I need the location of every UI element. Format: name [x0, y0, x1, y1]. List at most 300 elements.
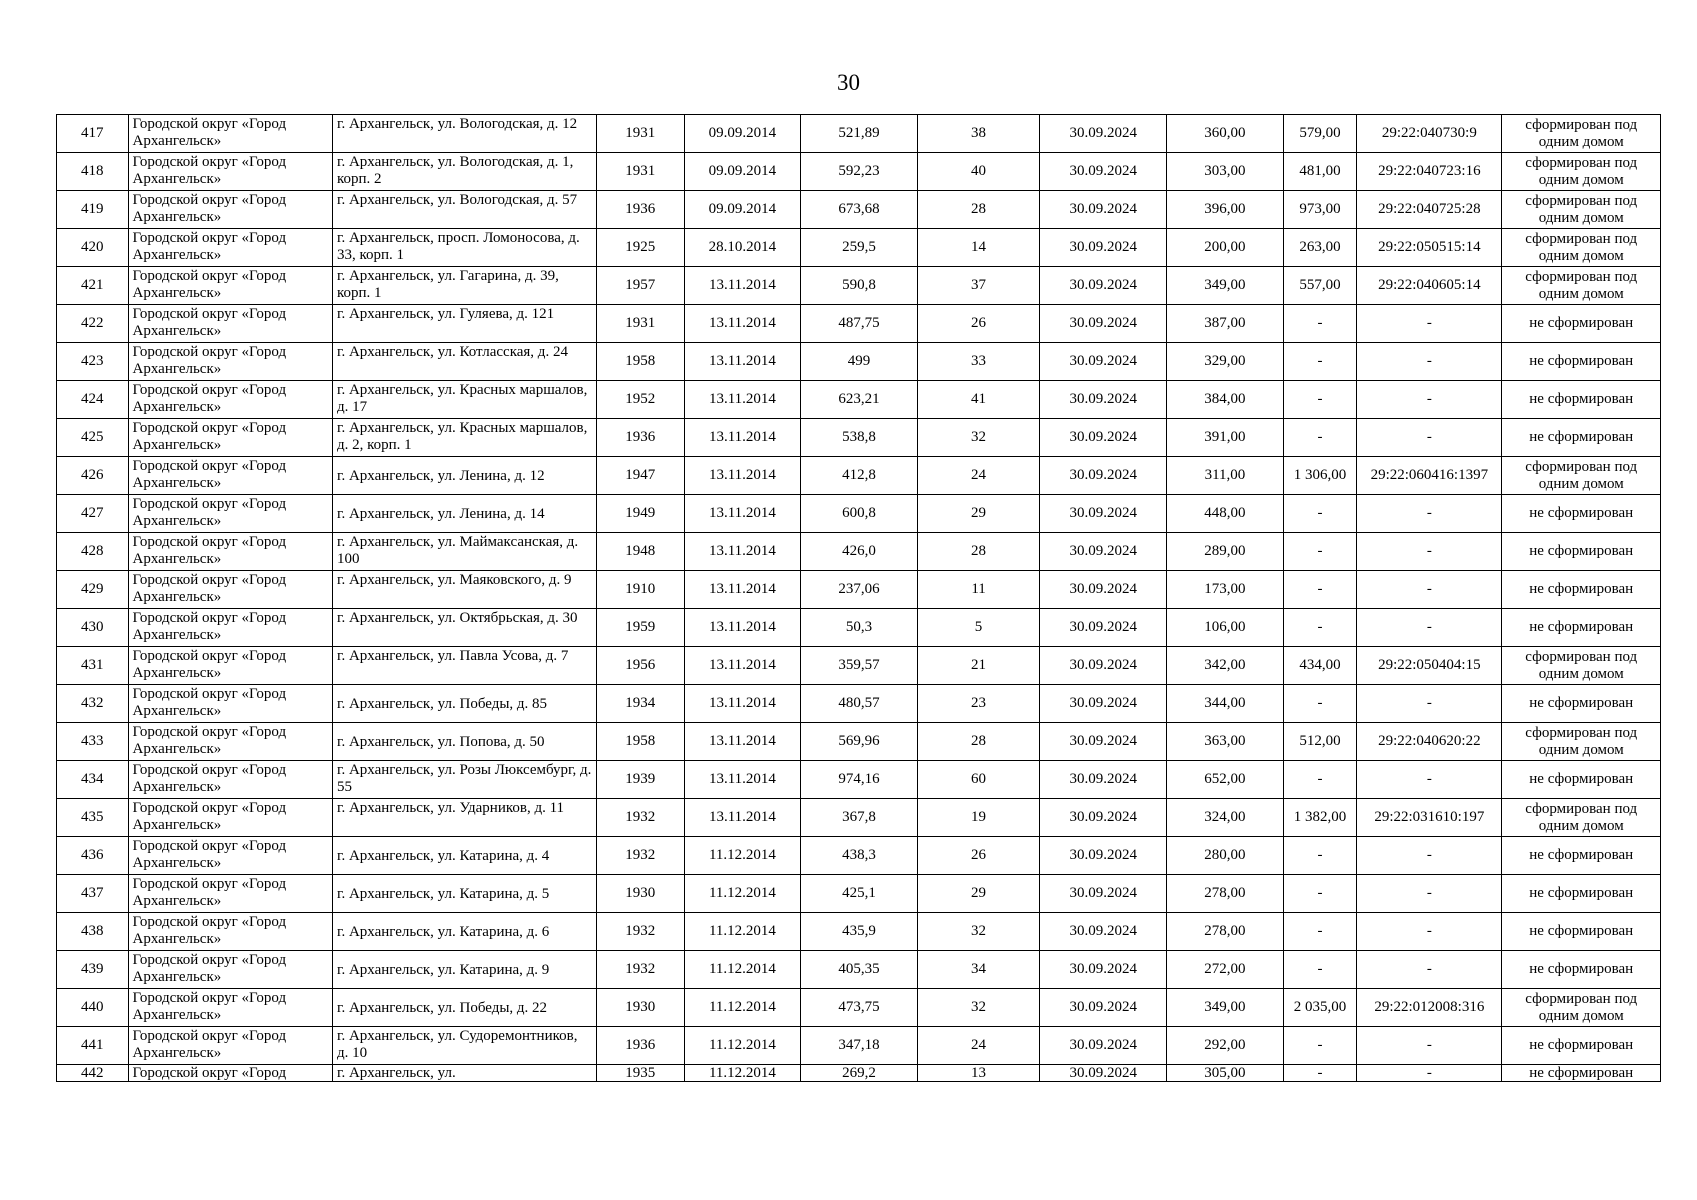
address-cell: г. Архангельск, ул. Вологодская, д. 12	[333, 115, 597, 153]
year-built-cell: 1932	[596, 837, 684, 875]
owner-cell: Городской округ «Город Архангельск»	[128, 457, 332, 495]
row-number: 422	[57, 305, 129, 343]
recognition-date-cell: 11.12.2014	[684, 989, 801, 1027]
residents-count-cell: 26	[917, 305, 1040, 343]
owner-cell: Городской округ «Город Архангельск»	[128, 609, 332, 647]
resettlement-deadline-cell: 30.09.2024	[1040, 723, 1167, 761]
living-area-cell: 521,89	[801, 115, 918, 153]
table-row	[57, 685, 1661, 723]
resettlement-deadline-cell: 30.09.2024	[1040, 381, 1167, 419]
living-area-cell: 269,2	[801, 1065, 918, 1082]
land-area-cell: -	[1283, 951, 1357, 989]
resettlement-deadline-cell: 30.09.2024	[1040, 609, 1167, 647]
year-built-cell: 1934	[596, 685, 684, 723]
cadastral-number-cell: 29:22:031610:197	[1357, 799, 1502, 837]
living-area-cell: 237,06	[801, 571, 918, 609]
living-area-cell: 499	[801, 343, 918, 381]
owner-cell: Городской округ «Город Архангельск»	[128, 267, 332, 305]
land-area-cell: -	[1283, 571, 1357, 609]
recognition-date-cell: 13.11.2014	[684, 799, 801, 837]
address-cell: г. Архангельск, ул. Розы Люксембург, д. 55	[333, 761, 597, 799]
row-number: 426	[57, 457, 129, 495]
address-cell: г. Архангельск, ул. Судоремонтников, д. 10	[333, 1027, 597, 1065]
land-area-cell: -	[1283, 1027, 1357, 1065]
land-status-cell: сформирован под одним домом	[1502, 191, 1661, 229]
land-status-cell: сформирован под одним домом	[1502, 723, 1661, 761]
resettlement-deadline-cell: 30.09.2024	[1040, 989, 1167, 1027]
table-row	[57, 989, 1661, 1027]
table-row	[57, 609, 1661, 647]
resettlement-deadline-cell: 30.09.2024	[1040, 1027, 1167, 1065]
land-status-cell: сформирован под одним домом	[1502, 115, 1661, 153]
land-area-cell: 434,00	[1283, 647, 1357, 685]
recognition-date-cell: 13.11.2014	[684, 343, 801, 381]
land-area-cell: -	[1283, 837, 1357, 875]
recognition-date-cell: 11.12.2014	[684, 1065, 801, 1082]
cost-cell: 360,00	[1167, 115, 1284, 153]
cost-cell: 448,00	[1167, 495, 1284, 533]
address-cell: г. Архангельск, ул. Красных маршалов, д. 17	[333, 381, 597, 419]
land-area-cell: 557,00	[1283, 267, 1357, 305]
owner-cell: Городской округ «Город Архангельск»	[128, 875, 332, 913]
residents-count-cell: 60	[917, 761, 1040, 799]
owner-cell: Городской округ «Город Архангельск»	[128, 837, 332, 875]
living-area-cell: 347,18	[801, 1027, 918, 1065]
recognition-date-cell: 09.09.2014	[684, 191, 801, 229]
living-area-cell: 623,21	[801, 381, 918, 419]
year-built-cell: 1958	[596, 343, 684, 381]
residents-count-cell: 21	[917, 647, 1040, 685]
year-built-cell: 1932	[596, 913, 684, 951]
living-area-cell: 259,5	[801, 229, 918, 267]
address-cell: г. Архангельск, ул. Красных маршалов, д. 2, корп. 1	[333, 419, 597, 457]
row-number: 440	[57, 989, 129, 1027]
resettlement-deadline-cell: 30.09.2024	[1040, 115, 1167, 153]
owner-cell: Городской округ «Город Архангельск»	[128, 533, 332, 571]
owner-cell: Городской округ «Город Архангельск»	[128, 761, 332, 799]
residents-count-cell: 38	[917, 115, 1040, 153]
row-number: 434	[57, 761, 129, 799]
table-row	[57, 723, 1661, 761]
row-number: 417	[57, 115, 129, 153]
year-built-cell: 1925	[596, 229, 684, 267]
land-status-cell: сформирован под одним домом	[1502, 989, 1661, 1027]
living-area-cell: 405,35	[801, 951, 918, 989]
table-row	[57, 457, 1661, 495]
owner-cell: Городской округ «Город Архангельск»	[128, 913, 332, 951]
living-area-cell: 569,96	[801, 723, 918, 761]
row-number: 428	[57, 533, 129, 571]
address-cell: г. Архангельск, ул. Вологодская, д. 57	[333, 191, 597, 229]
address-cell: г. Архангельск, ул. Победы, д. 85	[333, 685, 597, 723]
land-status-cell: сформирован под одним домом	[1502, 647, 1661, 685]
row-number: 441	[57, 1027, 129, 1065]
land-area-cell: -	[1283, 533, 1357, 571]
owner-cell: Городской округ «Город Архангельск»	[128, 305, 332, 343]
land-area-cell: -	[1283, 875, 1357, 913]
resettlement-deadline-cell: 30.09.2024	[1040, 951, 1167, 989]
cadastral-number-cell: -	[1357, 1065, 1502, 1082]
residents-count-cell: 29	[917, 875, 1040, 913]
recognition-date-cell: 13.11.2014	[684, 761, 801, 799]
row-number: 431	[57, 647, 129, 685]
address-cell: г. Архангельск, ул. Катарина, д. 6	[333, 913, 597, 951]
land-status-cell: сформирован под одним домом	[1502, 799, 1661, 837]
row-number: 427	[57, 495, 129, 533]
year-built-cell: 1948	[596, 533, 684, 571]
row-number: 435	[57, 799, 129, 837]
land-area-cell: -	[1283, 609, 1357, 647]
cadastral-number-cell: 29:22:060416:1397	[1357, 457, 1502, 495]
year-built-cell: 1936	[596, 191, 684, 229]
land-status-cell: не сформирован	[1502, 419, 1661, 457]
address-cell: г. Архангельск, ул. Ленина, д. 14	[333, 495, 597, 533]
land-area-cell: -	[1283, 685, 1357, 723]
land-area-cell: 1 306,00	[1283, 457, 1357, 495]
living-area-cell: 473,75	[801, 989, 918, 1027]
living-area-cell: 438,3	[801, 837, 918, 875]
land-status-cell: не сформирован	[1502, 761, 1661, 799]
address-cell: г. Архангельск, ул. Катарина, д. 5	[333, 875, 597, 913]
living-area-cell: 359,57	[801, 647, 918, 685]
resettlement-deadline-cell: 30.09.2024	[1040, 495, 1167, 533]
year-built-cell: 1959	[596, 609, 684, 647]
table-row	[57, 571, 1661, 609]
land-area-cell: 973,00	[1283, 191, 1357, 229]
recognition-date-cell: 13.11.2014	[684, 571, 801, 609]
row-number: 429	[57, 571, 129, 609]
table-row	[57, 153, 1661, 191]
land-status-cell: не сформирован	[1502, 875, 1661, 913]
recognition-date-cell: 13.11.2014	[684, 495, 801, 533]
land-status-cell: не сформирован	[1502, 343, 1661, 381]
year-built-cell: 1931	[596, 305, 684, 343]
land-area-cell: 263,00	[1283, 229, 1357, 267]
address-cell: г. Архангельск, ул. Вологодская, д. 1, корп. 2	[333, 153, 597, 191]
cost-cell: 200,00	[1167, 229, 1284, 267]
owner-cell: Городской округ «Город Архангельск»	[128, 381, 332, 419]
owner-cell: Городской округ «Город Архангельск»	[128, 495, 332, 533]
cadastral-number-cell: 29:22:050515:14	[1357, 229, 1502, 267]
cadastral-number-cell: -	[1357, 837, 1502, 875]
recognition-date-cell: 13.11.2014	[684, 267, 801, 305]
cost-cell: 289,00	[1167, 533, 1284, 571]
land-area-cell: 481,00	[1283, 153, 1357, 191]
residents-count-cell: 28	[917, 723, 1040, 761]
resettlement-deadline-cell: 30.09.2024	[1040, 153, 1167, 191]
resettlement-deadline-cell: 30.09.2024	[1040, 913, 1167, 951]
cadastral-number-cell: -	[1357, 343, 1502, 381]
land-status-cell: сформирован под одним домом	[1502, 267, 1661, 305]
land-status-cell: не сформирован	[1502, 381, 1661, 419]
land-area-cell: -	[1283, 419, 1357, 457]
owner-cell: Городской округ «Город Архангельск»	[128, 685, 332, 723]
resettlement-deadline-cell: 30.09.2024	[1040, 229, 1167, 267]
living-area-cell: 425,1	[801, 875, 918, 913]
year-built-cell: 1952	[596, 381, 684, 419]
owner-cell: Городской округ «Город Архангельск»	[128, 989, 332, 1027]
year-built-cell: 1949	[596, 495, 684, 533]
table-row	[57, 267, 1661, 305]
recognition-date-cell: 28.10.2014	[684, 229, 801, 267]
year-built-cell: 1932	[596, 951, 684, 989]
address-cell: г. Архангельск, ул. Павла Усова, д. 7	[333, 647, 597, 685]
residents-count-cell: 41	[917, 381, 1040, 419]
recognition-date-cell: 13.11.2014	[684, 419, 801, 457]
owner-cell: Городской округ «Город Архангельск»	[128, 343, 332, 381]
living-area-cell: 480,57	[801, 685, 918, 723]
residents-count-cell: 11	[917, 571, 1040, 609]
residents-count-cell: 5	[917, 609, 1040, 647]
year-built-cell: 1957	[596, 267, 684, 305]
cadastral-number-cell: -	[1357, 533, 1502, 571]
row-number: 425	[57, 419, 129, 457]
residents-count-cell: 33	[917, 343, 1040, 381]
table-row	[57, 761, 1661, 799]
cost-cell: 303,00	[1167, 153, 1284, 191]
living-area-cell: 50,3	[801, 609, 918, 647]
owner-cell: Городской округ «Город Архангельск»	[128, 115, 332, 153]
table-row	[57, 533, 1661, 571]
table-row	[57, 951, 1661, 989]
cadastral-number-cell: -	[1357, 761, 1502, 799]
cost-cell: 272,00	[1167, 951, 1284, 989]
row-number: 430	[57, 609, 129, 647]
table-row	[57, 115, 1661, 153]
address-cell: г. Архангельск, просп. Ломоносова, д. 33, корп. 1	[333, 229, 597, 267]
table-row	[57, 381, 1661, 419]
residents-count-cell: 24	[917, 457, 1040, 495]
page-number: 30	[837, 70, 860, 95]
recognition-date-cell: 13.11.2014	[684, 685, 801, 723]
address-cell: г. Архангельск, ул. Гагарина, д. 39, корп. 1	[333, 267, 597, 305]
cost-cell: 344,00	[1167, 685, 1284, 723]
row-number: 420	[57, 229, 129, 267]
cadastral-number-cell: 29:22:040605:14	[1357, 267, 1502, 305]
land-status-cell: не сформирован	[1502, 1065, 1661, 1082]
land-area-cell: -	[1283, 761, 1357, 799]
resettlement-deadline-cell: 30.09.2024	[1040, 837, 1167, 875]
year-built-cell: 1935	[596, 1065, 684, 1082]
owner-cell: Городской округ «Город Архангельск»	[128, 951, 332, 989]
resettlement-deadline-cell: 30.09.2024	[1040, 761, 1167, 799]
address-cell: г. Архангельск, ул. Ленина, д. 12	[333, 457, 597, 495]
cost-cell: 342,00	[1167, 647, 1284, 685]
address-cell: г. Архангельск, ул. Маяковского, д. 9	[333, 571, 597, 609]
living-area-cell: 592,23	[801, 153, 918, 191]
recognition-date-cell: 09.09.2014	[684, 153, 801, 191]
row-number: 423	[57, 343, 129, 381]
residents-count-cell: 34	[917, 951, 1040, 989]
cadastral-number-cell: 29:22:040723:16	[1357, 153, 1502, 191]
land-area-cell: -	[1283, 913, 1357, 951]
land-status-cell: не сформирован	[1502, 913, 1661, 951]
cadastral-number-cell: -	[1357, 913, 1502, 951]
resettlement-deadline-cell: 30.09.2024	[1040, 267, 1167, 305]
resettlement-deadline-cell: 30.09.2024	[1040, 533, 1167, 571]
land-area-cell: -	[1283, 305, 1357, 343]
living-area-cell: 426,0	[801, 533, 918, 571]
recognition-date-cell: 13.11.2014	[684, 457, 801, 495]
year-built-cell: 1932	[596, 799, 684, 837]
cadastral-number-cell: 29:22:040725:28	[1357, 191, 1502, 229]
cadastral-number-cell: 29:22:050404:15	[1357, 647, 1502, 685]
owner-cell: Городской округ «Город Архангельск»	[128, 191, 332, 229]
resettlement-deadline-cell: 30.09.2024	[1040, 685, 1167, 723]
living-area-cell: 538,8	[801, 419, 918, 457]
cost-cell: 278,00	[1167, 875, 1284, 913]
year-built-cell: 1930	[596, 875, 684, 913]
row-number: 424	[57, 381, 129, 419]
owner-cell: Городской округ «Город Архангельск»	[128, 723, 332, 761]
land-status-cell: не сформирован	[1502, 837, 1661, 875]
address-cell: г. Архангельск, ул. Попова, д. 50	[333, 723, 597, 761]
land-area-cell: 579,00	[1283, 115, 1357, 153]
housing-register-table	[56, 114, 1661, 1082]
row-number: 432	[57, 685, 129, 723]
resettlement-deadline-cell: 30.09.2024	[1040, 799, 1167, 837]
land-area-cell: 1 382,00	[1283, 799, 1357, 837]
recognition-date-cell: 13.11.2014	[684, 305, 801, 343]
living-area-cell: 673,68	[801, 191, 918, 229]
row-number: 442	[57, 1065, 129, 1082]
resettlement-deadline-cell: 30.09.2024	[1040, 457, 1167, 495]
living-area-cell: 435,9	[801, 913, 918, 951]
table-row	[57, 343, 1661, 381]
table-row	[57, 799, 1661, 837]
residents-count-cell: 14	[917, 229, 1040, 267]
residents-count-cell: 40	[917, 153, 1040, 191]
cost-cell: 387,00	[1167, 305, 1284, 343]
year-built-cell: 1947	[596, 457, 684, 495]
table-row	[57, 419, 1661, 457]
cost-cell: 305,00	[1167, 1065, 1284, 1082]
owner-cell: Городской округ «Город Архангельск»	[128, 419, 332, 457]
resettlement-deadline-cell: 30.09.2024	[1040, 1065, 1167, 1082]
cadastral-number-cell: -	[1357, 381, 1502, 419]
resettlement-deadline-cell: 30.09.2024	[1040, 343, 1167, 381]
residents-count-cell: 23	[917, 685, 1040, 723]
cost-cell: 396,00	[1167, 191, 1284, 229]
year-built-cell: 1930	[596, 989, 684, 1027]
cadastral-number-cell: -	[1357, 951, 1502, 989]
resettlement-deadline-cell: 30.09.2024	[1040, 305, 1167, 343]
cost-cell: 292,00	[1167, 1027, 1284, 1065]
cadastral-number-cell: -	[1357, 419, 1502, 457]
table-row	[57, 229, 1661, 267]
cost-cell: 324,00	[1167, 799, 1284, 837]
land-status-cell: не сформирован	[1502, 609, 1661, 647]
year-built-cell: 1939	[596, 761, 684, 799]
resettlement-deadline-cell: 30.09.2024	[1040, 191, 1167, 229]
land-status-cell: не сформирован	[1502, 533, 1661, 571]
year-built-cell: 1936	[596, 1027, 684, 1065]
recognition-date-cell: 09.09.2014	[684, 115, 801, 153]
row-number: 419	[57, 191, 129, 229]
cost-cell: 278,00	[1167, 913, 1284, 951]
table-row	[57, 837, 1661, 875]
living-area-cell: 974,16	[801, 761, 918, 799]
recognition-date-cell: 13.11.2014	[684, 381, 801, 419]
cost-cell: 173,00	[1167, 571, 1284, 609]
row-number: 437	[57, 875, 129, 913]
address-cell: г. Архангельск, ул.	[333, 1065, 597, 1082]
cost-cell: 363,00	[1167, 723, 1284, 761]
residents-count-cell: 24	[917, 1027, 1040, 1065]
row-number: 436	[57, 837, 129, 875]
table-row	[57, 647, 1661, 685]
land-area-cell: 512,00	[1283, 723, 1357, 761]
land-status-cell: сформирован под одним домом	[1502, 229, 1661, 267]
land-status-cell: не сформирован	[1502, 1027, 1661, 1065]
living-area-cell: 487,75	[801, 305, 918, 343]
recognition-date-cell: 11.12.2014	[684, 837, 801, 875]
table-row	[57, 495, 1661, 533]
row-number: 438	[57, 913, 129, 951]
living-area-cell: 367,8	[801, 799, 918, 837]
cost-cell: 391,00	[1167, 419, 1284, 457]
land-area-cell: -	[1283, 343, 1357, 381]
address-cell: г. Архангельск, ул. Катарина, д. 4	[333, 837, 597, 875]
year-built-cell: 1958	[596, 723, 684, 761]
cadastral-number-cell: 29:22:012008:316	[1357, 989, 1502, 1027]
land-area-cell: -	[1283, 495, 1357, 533]
row-number: 439	[57, 951, 129, 989]
cadastral-number-cell: -	[1357, 305, 1502, 343]
owner-cell: Городской округ «Город	[128, 1065, 332, 1082]
living-area-cell: 600,8	[801, 495, 918, 533]
table-body	[57, 115, 1661, 1082]
residents-count-cell: 29	[917, 495, 1040, 533]
land-status-cell: не сформирован	[1502, 571, 1661, 609]
owner-cell: Городской округ «Город Архангельск»	[128, 153, 332, 191]
land-status-cell: сформирован под одним домом	[1502, 457, 1661, 495]
cost-cell: 349,00	[1167, 989, 1284, 1027]
land-area-cell: -	[1283, 1065, 1357, 1082]
residents-count-cell: 28	[917, 191, 1040, 229]
owner-cell: Городской округ «Город Архангельск»	[128, 647, 332, 685]
year-built-cell: 1931	[596, 115, 684, 153]
cadastral-number-cell: -	[1357, 609, 1502, 647]
residents-count-cell: 32	[917, 989, 1040, 1027]
residents-count-cell: 26	[917, 837, 1040, 875]
land-status-cell: не сформирован	[1502, 305, 1661, 343]
table-row	[57, 875, 1661, 913]
address-cell: г. Архангельск, ул. Маймаксанская, д. 100	[333, 533, 597, 571]
land-status-cell: не сформирован	[1502, 495, 1661, 533]
cost-cell: 280,00	[1167, 837, 1284, 875]
cadastral-number-cell: -	[1357, 875, 1502, 913]
recognition-date-cell: 11.12.2014	[684, 875, 801, 913]
cadastral-number-cell: -	[1357, 1027, 1502, 1065]
cadastral-number-cell: 29:22:040730:9	[1357, 115, 1502, 153]
table-row	[57, 305, 1661, 343]
cost-cell: 652,00	[1167, 761, 1284, 799]
residents-count-cell: 13	[917, 1065, 1040, 1082]
cost-cell: 349,00	[1167, 267, 1284, 305]
resettlement-deadline-cell: 30.09.2024	[1040, 571, 1167, 609]
row-number: 421	[57, 267, 129, 305]
resettlement-deadline-cell: 30.09.2024	[1040, 647, 1167, 685]
table-row	[57, 913, 1661, 951]
recognition-date-cell: 13.11.2014	[684, 533, 801, 571]
owner-cell: Городской округ «Город Архангельск»	[128, 1027, 332, 1065]
recognition-date-cell: 13.11.2014	[684, 723, 801, 761]
recognition-date-cell: 11.12.2014	[684, 1027, 801, 1065]
recognition-date-cell: 13.11.2014	[684, 609, 801, 647]
cadastral-number-cell: -	[1357, 495, 1502, 533]
cost-cell: 384,00	[1167, 381, 1284, 419]
